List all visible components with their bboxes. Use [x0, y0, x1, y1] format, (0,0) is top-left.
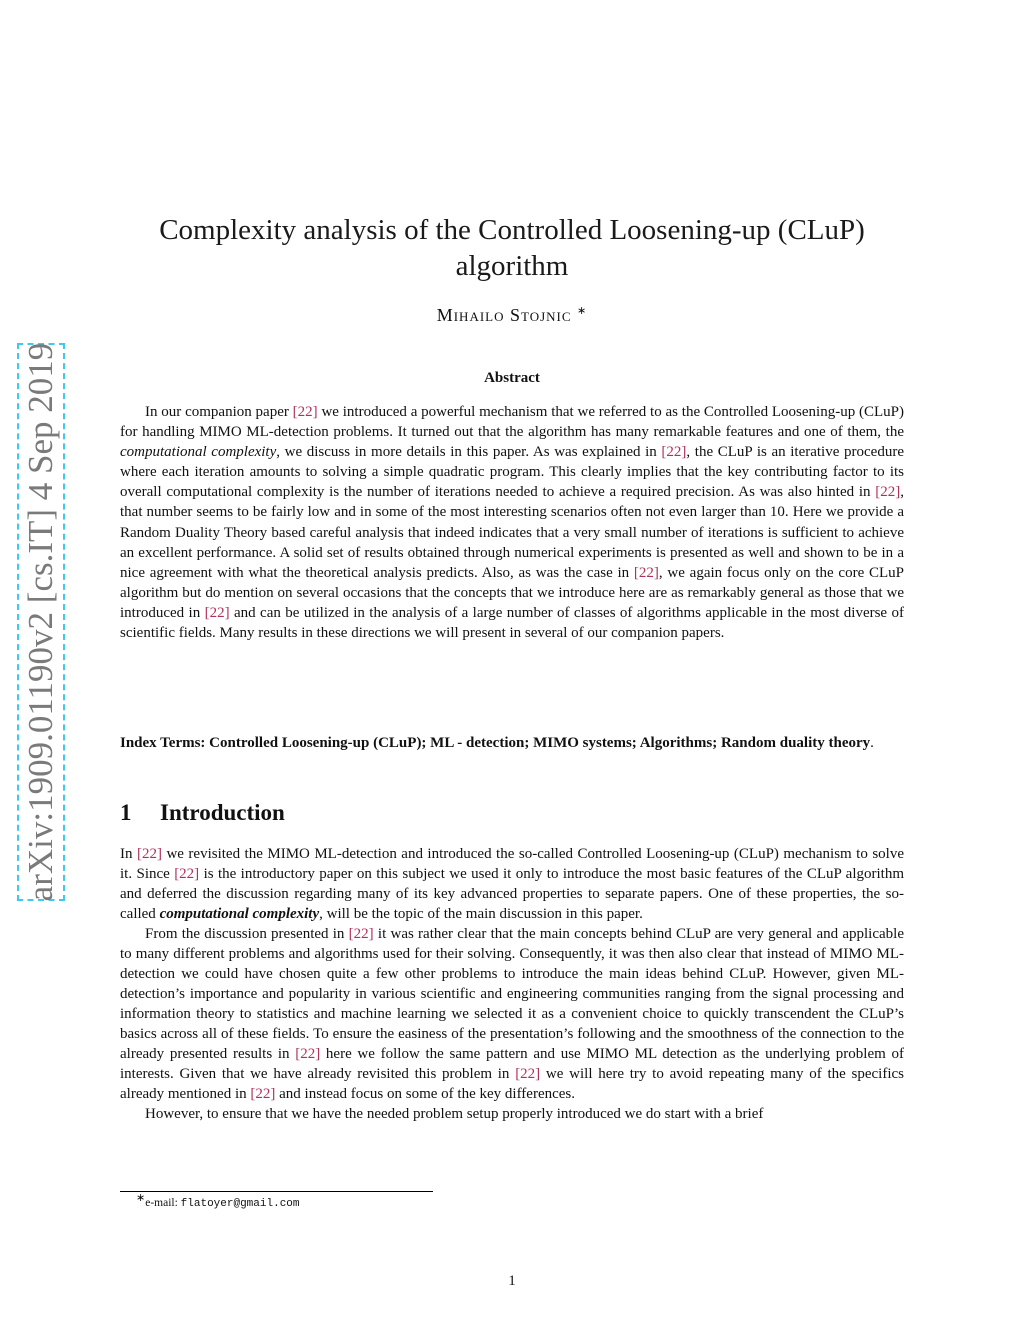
abstract-body: [120, 402, 904, 643]
abstract-text: , that number seems to be fairly low and in some of the most interesting scenarios often not even larger than 10. Here we provide a Random Duality Theory based careful analysis that indeed indicates that a very small number of iterations is sufficient to achieve an excellent performance. A solid set of results obtained through numerical experiments is presented as well and shown to be in a nice agreement with what the theoretical analysis predicts. Also, as was the case in: [120, 484, 904, 581]
abstract-text: we introduced a powerful mechanism that we referred to as the Controlled Loosening-up (CLuP) for handling MIMO ML-detection problems. It turned out that the algorithm has many remarkable features and one of them, the: [120, 404, 904, 441]
introduction-body: [120, 844, 904, 1124]
section-heading: [120, 800, 285, 826]
intro-text: we revisited the MIMO ML-detection and introduced the so-called Controlled Loosening-up (CLuP) mechanism to solve it. Since: [120, 846, 904, 882]
intro-paragraph-1: [120, 844, 904, 924]
abstract-text: , the CLuP is an iterative procedure where each iteration amounts to solving a simple quadratic program. This clearly implies that the key contributing factor to its overall computational complexity is the number of iterations needed to achieve a required precision. As was also hinted in: [120, 444, 904, 501]
citation-link[interactable]: [22]: [661, 444, 687, 461]
intro-emphasis: computational complexity: [159, 906, 320, 922]
footnote-email[interactable]: flatoyer@gmail.com: [180, 1198, 300, 1210]
abstract-text: , we discuss in more details in this paper. As was explained in: [276, 444, 662, 461]
abstract-text: and can be utilized in the analysis of a large number of classes of algorithms applicable in the most diverse of scientific fields. Many results in these directions we will present in several of our companion papers.: [120, 604, 904, 642]
section-number: 1: [120, 800, 132, 825]
arxiv-stamp-text: arXiv:1909.01190v2 [cs.IT] 4 Sep 2019: [21, 342, 60, 902]
citation-link[interactable]: [22]: [136, 846, 162, 862]
citation-link[interactable]: [22]: [295, 1046, 321, 1062]
citation-link[interactable]: [22]: [515, 1066, 541, 1082]
intro-text: , will be the topic of the main discussion in this paper.: [319, 906, 643, 922]
intro-text: we will here try to avoid repeating many of the specifics already mentioned in: [120, 1066, 905, 1102]
abstract-emphasis: computational complexity: [120, 444, 277, 461]
footnote-rule: [120, 1191, 433, 1192]
intro-paragraph-2: [120, 924, 904, 1104]
footnote: [136, 1192, 300, 1210]
citation-link[interactable]: [22]: [204, 604, 230, 621]
intro-paragraph-3: However, to ensure that we have the needed problem setup properly introduced we do start with a brief: [145, 1106, 764, 1122]
index-terms-text: Index Terms: Controlled Loosening-up (CLuP); ML - detection; MIMO systems; Algorithms; Random duality theory: [120, 735, 871, 751]
intro-text: is the introductory paper on this subject we used it only to introduce the most basic features of the CLuP algorithm and deferred the discussion regarding many of its key advanced properties to separate papers. One of these properties, the so-called: [120, 866, 904, 922]
intro-text: it was rather clear that the main concepts behind CLuP are very general and applicable to many different problems and algorithms used for their solving. Consequently, it was then also clear that instead of MIMO ML-detection we could have chosen quite a few other problems to introduce the main ideas behind CLuP. However, given ML-detection’s importance and popularity in various scientific and engineering communities ranging from the signal processing and information theory to statistics and machine learning we selected it as a convenient choice to quickly transcendent the CLuP’s basics across all of these fields. To ensure the easiness of the presentation’s following and the smoothness of the connection to the already presented results in: [120, 926, 904, 1062]
arxiv-stamp[interactable]: [17, 343, 65, 901]
page-number: 1: [508, 1273, 516, 1289]
intro-text: In: [120, 846, 137, 862]
intro-text: here we follow the same pattern and use MIMO ML detection as the underlying problem of interests. Given that we have already revisited this problem in: [120, 1046, 904, 1082]
author-footnote-mark: ∗: [577, 305, 588, 317]
citation-link[interactable]: [22]: [250, 1086, 276, 1102]
author-name: Mihailo Stojnic: [436, 305, 572, 325]
intro-text: From the discussion presented in: [145, 926, 349, 942]
citation-link[interactable]: [22]: [348, 926, 374, 942]
citation-link[interactable]: [22]: [633, 564, 659, 581]
paper-title: [120, 212, 904, 284]
citation-link[interactable]: [22]: [292, 404, 318, 420]
title-line-1: Complexity analysis of the Controlled Loosening-up (CLuP): [159, 214, 865, 246]
abstract-heading: Abstract: [484, 370, 540, 386]
footnote-label: e-mail:: [145, 1197, 181, 1209]
citation-link[interactable]: [22]: [875, 484, 901, 501]
footnote-mark: ∗: [136, 1192, 146, 1205]
intro-text: and instead focus on some of the key differences.: [275, 1086, 576, 1102]
abstract-text: , we again focus only on the core CLuP algorithm but do mention on several occasions that the concepts that we introduce here are as remarkably general as those that we introduced in: [120, 564, 904, 621]
index-terms-period: .: [870, 735, 874, 751]
index-terms: [120, 733, 904, 753]
citation-link[interactable]: [22]: [174, 866, 200, 882]
section-title: Introduction: [160, 800, 285, 825]
title-line-2: algorithm: [455, 250, 569, 282]
abstract-text: In our companion paper: [145, 404, 293, 420]
author: [120, 305, 904, 326]
